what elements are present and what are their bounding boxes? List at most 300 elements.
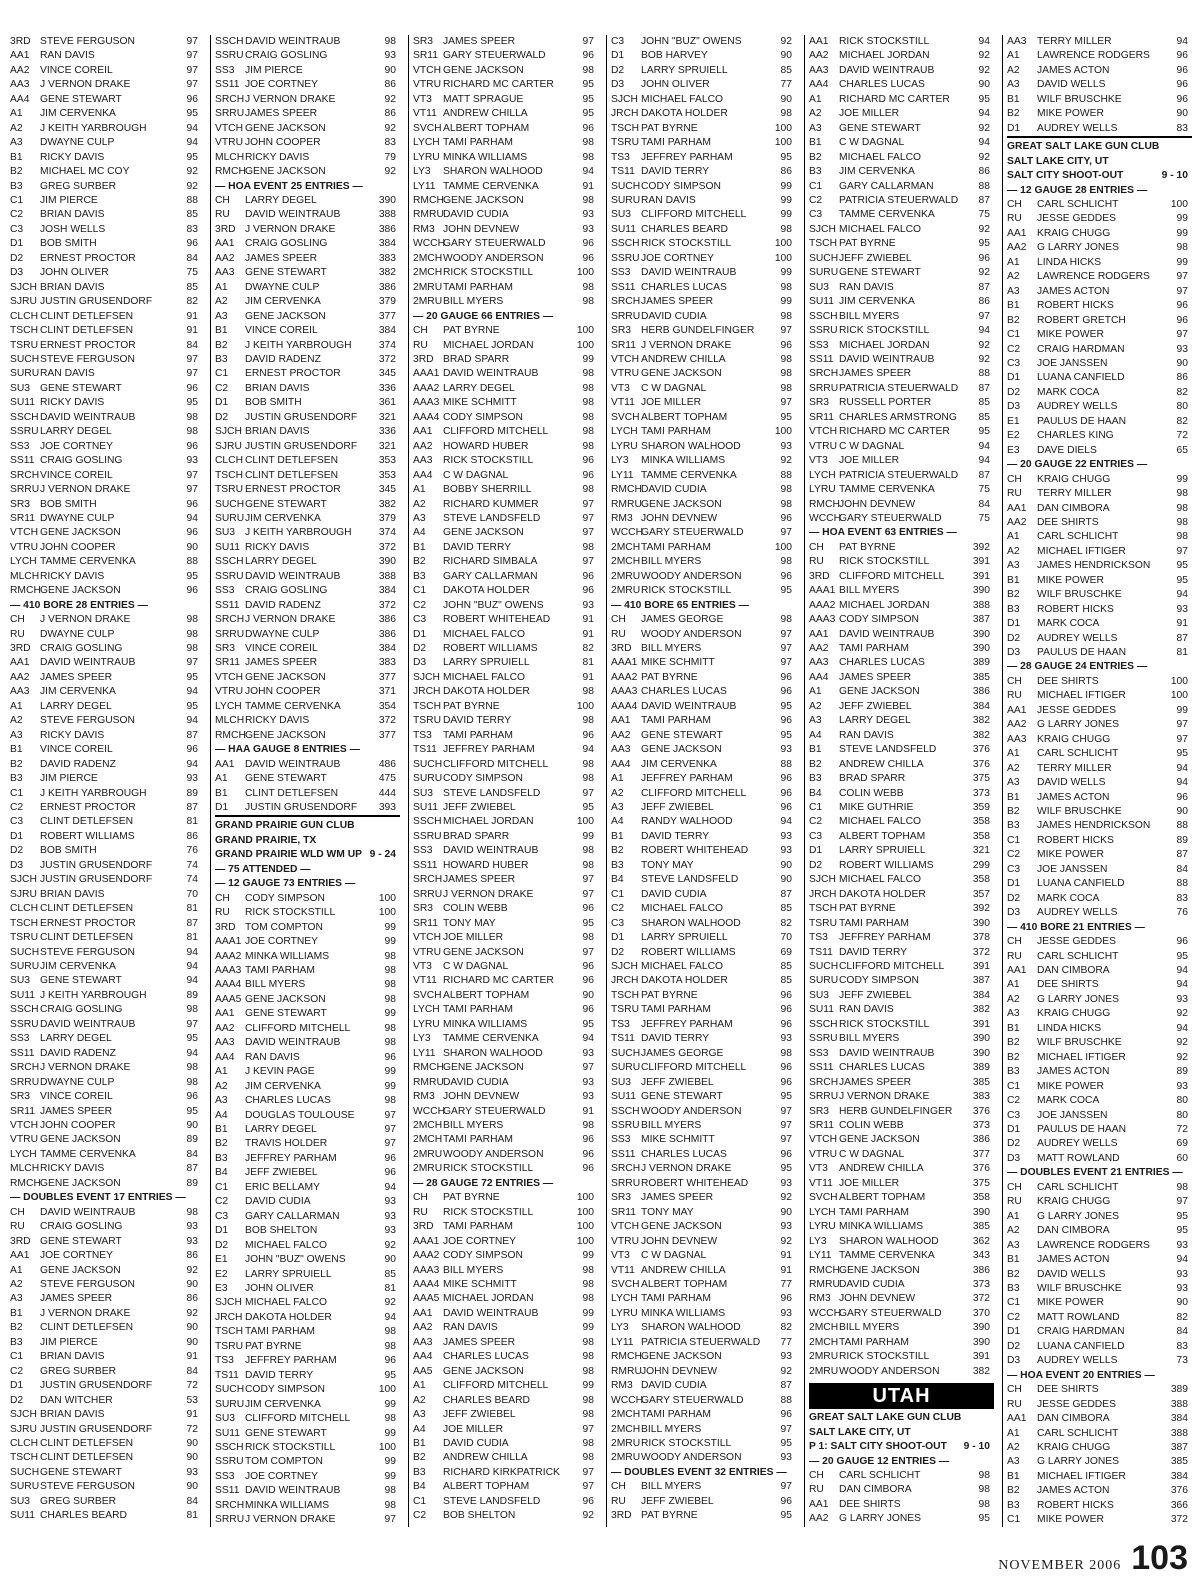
score: 92 [384,122,396,134]
shooter-name: STEVE FERGUSON [40,715,135,727]
shooter-name: JEFF ZWIEBEL [839,700,912,712]
shooter-name: AUDREY WELLS [1037,401,1118,413]
class-code: LYCH [215,700,242,712]
score: 94 [978,108,990,120]
shooter-name: BILL MYERS [839,585,900,597]
result-row [809,1512,994,1526]
result-row [1007,1137,1192,1151]
shooter-name: RICKY DAVIS [40,397,105,409]
score: 94 [186,137,198,149]
score: 84 [186,1365,198,1377]
class-code: AA4 [809,671,829,683]
result-row [10,194,202,208]
class-code: B2 [1007,1485,1020,1497]
shooter-name: DAVID CUDIA [641,1380,707,1392]
shooter-name: DAVID WEINTRAUB [443,368,539,380]
class-code: A1 [1007,979,1020,991]
class-code: D2 [215,411,229,423]
result-row [10,49,202,63]
shooter-name: LARRY DEGEL [443,382,515,394]
class-code: MLCH [10,570,40,582]
shooter-name: DWAYNE CULP [40,512,115,524]
shooter-name: JOHN "BUZ" OWENS [443,599,544,611]
score: 75 [186,267,198,279]
score: 88 [780,758,792,770]
class-code: A2 [1007,1441,1020,1453]
score: 390 [378,194,396,206]
result-row [611,1191,796,1205]
result-row [809,1336,994,1350]
result-row [1007,1383,1192,1397]
result-row [809,1220,994,1234]
result-row [611,64,796,78]
score: 97 [582,787,594,799]
class-code: A1 [10,108,23,120]
score: 98 [186,628,198,640]
score: 372 [972,946,990,958]
shooter-name: TAMME CERVENKA [839,1250,935,1262]
shooter-name: JOE MILLER [443,1423,504,1435]
class-code: JRCH [611,108,639,120]
result-row [10,960,202,974]
shooter-name: TAMI PARHAM [641,426,711,438]
class-code: VTRU [215,686,244,698]
shooter-name: TAMI PARHAM [443,137,513,149]
shooter-name: PAULUS DE HAAN [1037,1123,1127,1135]
score: 377 [378,729,396,741]
score: 96 [186,585,198,597]
class-code: AAA4 [215,979,242,991]
score: 88 [186,194,198,206]
score: 444 [378,787,396,799]
result-row [10,1206,202,1220]
shooter-name: JOE MILLER [641,397,702,409]
shooter-name: CLIFFORD MITCHELL [641,209,747,221]
result-row [10,584,202,598]
class-code: C1 [215,1181,229,1193]
result-row [413,266,598,280]
class-code: C1 [413,585,427,597]
score: 92 [780,455,792,467]
shooter-name: TAMI PARHAM [839,917,909,929]
score: 87 [186,729,198,741]
class-code: A1 [413,484,426,496]
class-code: A4 [809,729,822,741]
result-row [215,555,400,569]
class-code: SR11 [809,1119,834,1131]
score: 100 [378,1441,396,1453]
shooter-name: LAWRENCE RODGERS [1037,50,1150,62]
shooter-name: BOB SHELTON [443,1510,516,1522]
class-code: A2 [1007,993,1020,1005]
shooter-name: BRIAN DAVIS [40,1351,105,1363]
score: 376 [972,758,990,770]
shooter-name: DAVID WEINTRAUB [641,700,737,712]
score: 92 [186,1307,198,1319]
score: 390 [972,1336,990,1348]
shooter-name: VINCE COREIL [245,325,318,337]
shooter-name: RUSSELL PORTER [839,397,932,409]
result-row [611,281,796,295]
score: 321 [378,440,396,452]
result-row [10,1119,202,1133]
score: 80 [1176,1095,1188,1107]
score: 392 [972,903,990,915]
shooter-name: JOE CORTNEY [245,79,319,91]
class-code: SUCH [809,252,839,264]
class-code: C2 [1007,849,1021,861]
result-row [215,1354,400,1368]
result-row [611,1148,796,1162]
shooter-name: JAMES SPEER [839,1076,912,1088]
class-code: AA3 [10,686,30,698]
score: 98 [780,223,792,235]
result-row [215,1109,400,1123]
result-row [809,1469,994,1483]
shooter-name: RICHARD SIMBALA [443,556,538,568]
class-code: B2 [1007,1051,1020,1063]
result-row [413,498,598,512]
result-row [1007,1181,1192,1195]
shooter-name: TONY MAY [443,917,496,929]
result-row [10,859,202,873]
class-code: LYCH [413,137,440,149]
score: 94 [1176,979,1188,991]
score: 98 [582,932,594,944]
score: 97 [582,1481,594,1493]
score: 98 [582,773,594,785]
class-code: AAA1 [413,1235,440,1247]
class-code: SS11 [10,455,35,467]
score: 99 [780,194,792,206]
result-row [611,1394,796,1408]
score: 93 [780,1452,792,1464]
class-code: SSRU [215,570,244,582]
shooter-name: GARY CALLARMAN [839,180,934,192]
class-code: 2MCH [413,267,443,279]
score: 99 [1176,473,1188,485]
class-code: C1 [611,888,625,900]
shooter-name: KRAIG CHUGG [1037,473,1111,485]
result-row [1007,1325,1192,1339]
result-row [611,1018,796,1032]
result-row [809,1119,994,1133]
shooter-name: MIKE SCHMITT [641,1134,715,1146]
shooter-name: JOE MILLER [839,108,900,120]
score: 81 [186,903,198,915]
result-row [10,180,202,194]
class-code: AA1 [1007,704,1027,716]
shooter-name: BILL MYERS [641,643,702,655]
shooter-name: ROBERT HICKS [1037,834,1114,846]
result-row [809,1292,994,1306]
class-code: AAA2 [809,599,836,611]
result-row [611,1119,796,1133]
shooter-name: JOHN DEVNEW [443,1091,520,1103]
shooter-name: ROBERT HICKS [1037,1499,1114,1511]
result-row [413,223,598,237]
class-code: B2 [1007,314,1020,326]
class-code: SURU [215,512,245,524]
result-row [611,310,796,324]
score: 385 [972,1221,990,1233]
score: 87 [978,281,990,293]
shooter-name: RICKY DAVIS [245,715,310,727]
result-row [413,208,598,222]
class-code: SS3 [215,64,235,76]
result-row [413,122,598,136]
score: 96 [582,903,594,915]
class-code: A2 [1007,545,1020,557]
result-row [215,656,400,670]
shooter-name: JEFFREY PARHAM [641,151,733,163]
shoot-title [215,848,400,862]
class-code: SRCH [215,93,245,105]
score: 96 [582,252,594,264]
score: 93 [186,1221,198,1233]
class-code: C2 [215,1196,229,1208]
shooter-name: JESSE GEDDES [1037,213,1116,225]
score: 96 [780,1495,792,1507]
score: 97 [582,946,594,958]
class-code: RU [1007,1398,1022,1410]
class-code: C2 [413,599,427,611]
result-row [1007,819,1192,833]
score: 390 [972,1047,990,1059]
score: 94 [1176,965,1188,976]
shooter-name: STEVE LANDSFELD [443,512,541,524]
result-row [215,498,400,512]
score: 98 [582,1365,594,1377]
shooter-name: RICK STOCKSTILL [245,907,336,919]
result-row [10,64,202,78]
result-row [1007,1311,1192,1325]
shooter-name: JOE JANSSEN [1037,1109,1108,1121]
result-row [413,1451,598,1465]
result-row [809,888,994,902]
result-row [611,714,796,728]
score: 96 [186,382,198,394]
class-code: A3 [413,1409,426,1421]
result-row [1007,1051,1192,1065]
score: 390 [972,643,990,655]
score: 89 [186,1134,198,1146]
result-row [10,281,202,295]
class-code: AAA1 [413,368,440,380]
class-code: LY11 [809,1250,832,1262]
class-code: B1 [1007,574,1020,586]
result-row [1007,733,1192,747]
class-code: A1 [611,773,624,785]
shooter-name: COLIN WEBB [839,1119,904,1131]
result-row [1007,935,1192,949]
shooter-name: JAMES SPEER [245,657,318,669]
score: 98 [186,1004,198,1016]
score: 92 [978,223,990,235]
shooter-name: MARK COCA [1037,892,1100,904]
score: 96 [186,527,198,539]
result-row [413,440,598,454]
class-code: C2 [10,802,24,814]
class-code: B2 [215,339,228,351]
result-row [611,931,796,945]
shooter-name: LARRY SPRUIELL [245,1268,332,1280]
class-code: B2 [10,758,23,770]
result-row [215,964,400,978]
shooter-name: AUDREY WELLS [1037,1138,1118,1150]
class-code: TSCH [215,1326,244,1338]
class-code: SS3 [10,1033,30,1045]
shooter-name: TAMI PARHAM [839,1206,909,1218]
class-code: AA3 [215,1037,235,1049]
result-row [215,1007,400,1021]
class-code: CLCH [10,1437,39,1449]
shooter-name: GENE STEWART [40,1235,122,1247]
class-code: C2 [10,209,24,221]
shooter-name: DAVID CUDIA [245,1196,311,1208]
result-row [10,136,202,150]
shooter-name: TAMME CERVENKA [641,469,737,481]
shooter-name: ERNEST PROCTOR [40,917,136,929]
shooter-name: LAWRENCE RODGERS [1037,271,1150,283]
class-code: D1 [215,802,229,814]
result-row [215,1080,400,1094]
shooter-name: RICK STOCKSTILL [839,325,930,337]
shooter-name: LAWRENCE RODGERS [1037,1239,1150,1251]
score: 97 [582,36,594,47]
class-code: SU3 [809,989,830,1001]
score: 69 [780,946,792,958]
result-row [611,35,796,49]
shooter-name: LUANA CANFIELD [1037,372,1125,384]
score: 95 [582,1018,594,1030]
score: 91 [186,1409,198,1421]
result-row [611,1235,796,1249]
shooter-name: BOB SMITH [40,845,97,857]
event-header: — HOA EVENT 20 ENTRIES — [1007,1369,1155,1381]
result-row [809,1264,994,1278]
class-code: SJCH [10,874,37,886]
shooter-name: GARY STEUERWALD [443,238,546,250]
score: 86 [186,1250,198,1262]
result-row [215,729,400,743]
class-code: TSCH [10,917,39,929]
result-row [413,989,598,1003]
result-row [611,122,796,136]
shooter-name: BRAD SPARR [443,353,510,365]
class-code: 2MRU [611,585,641,597]
class-code: AA1 [10,657,30,669]
result-row [1007,49,1192,63]
shooter-name: TAMME CERVENKA [839,209,935,221]
shooter-name: DAVID TERRY [641,830,710,842]
shooter-name: RICK STOCKSTILL [443,455,534,467]
result-row [1007,1224,1192,1238]
class-code: AA3 [611,744,631,756]
shooter-name: JOHN COOPER [40,1119,116,1131]
class-code: C3 [611,917,625,929]
class-code: 3RD [215,921,236,933]
score: 390 [972,628,990,640]
class-code: VTCH [809,426,838,438]
score: 96 [582,122,594,134]
class-code: AAA4 [611,700,638,712]
result-row [1007,386,1192,400]
shooter-name: LINDA HICKS [1037,1022,1102,1034]
score: 98 [1176,1181,1188,1193]
class-code: LYRU [611,440,638,452]
class-code: SRCH [611,1163,641,1175]
result-row [611,1336,796,1350]
score: 358 [972,816,990,828]
result-row [10,151,202,165]
score: 99 [582,1380,594,1392]
score: 100 [576,325,594,337]
score: 96 [780,512,792,524]
shooter-name: DAVID WEINTRAUB [839,1047,935,1059]
score: 98 [582,397,594,409]
class-code: RM3 [413,1091,435,1103]
result-row [10,772,202,786]
result-row [10,310,202,324]
shooter-name: J VERNON DRAKE [40,1062,131,1074]
shooter-name: J VERNON DRAKE [641,1163,732,1175]
score: 375 [972,1177,990,1189]
score: 357 [972,888,990,900]
shooter-name: CARL SCHLICHT [839,1469,921,1481]
shooter-name: BRIAN DAVIS [40,281,105,293]
class-code: 2MCH [413,252,443,264]
result-row [10,570,202,584]
event-header: — HOA EVENT 25 ENTRIES — [215,180,363,192]
score: 96 [582,975,594,987]
result-row [413,902,598,916]
score: 90 [780,1206,792,1218]
shooter-name: JUSTIN GRUSENDORF [40,1423,153,1435]
score: 96 [582,570,594,582]
results-column [606,35,796,1527]
result-row [10,93,202,107]
shooter-name: VINCE COREIL [40,1091,113,1103]
score: 321 [972,845,990,857]
shooter-name: MICHAEL FALCO [245,1239,328,1251]
shooter-name: MIKE GUTHRIE [839,802,914,814]
results-column [408,35,598,1527]
score: 96 [582,1148,594,1160]
class-code: D2 [1007,386,1021,398]
shooter-name: LUANA CANFIELD [1037,878,1125,890]
class-code: SU3 [10,975,31,987]
result-row [215,978,400,992]
class-code: SJCH [809,223,836,235]
class-code: SS3 [611,267,631,279]
score: 98 [1176,488,1188,500]
shooter-name: AUDREY WELLS [1037,632,1118,644]
result-row [611,136,796,150]
class-code: 3RD [10,36,31,47]
class-code: VTRU [10,1134,39,1146]
score: 92 [780,1235,792,1247]
shooter-name: C W DAGNAL [839,440,905,452]
class-code: RMCH [809,1264,840,1276]
class-code: D1 [1007,878,1021,890]
shooter-name: CRAIG HARDMAN [1037,1326,1125,1338]
score: 72 [1176,430,1188,442]
class-code: VTCH [215,671,244,683]
class-code: A1 [1007,50,1020,62]
score: 98 [780,498,792,510]
class-code: B1 [1007,93,1020,105]
